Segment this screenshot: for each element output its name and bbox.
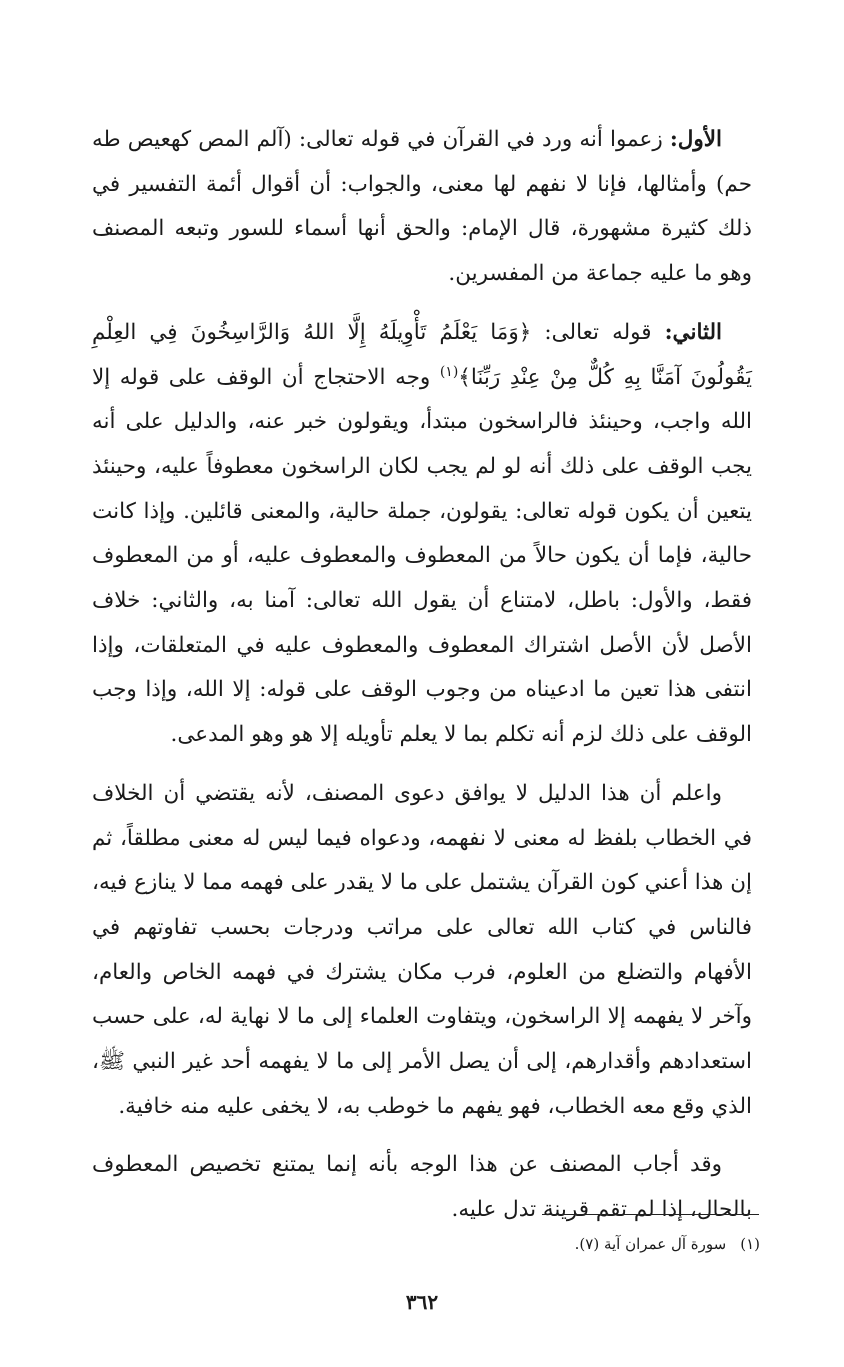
- footnote: [430, 1232, 760, 1256]
- paragraph-lead-first: الأول:: [669, 127, 722, 152]
- paragraph-text: قوله تعالى:: [531, 319, 665, 345]
- quran-quote: ﴿وَمَا يَعْلَمُ تَأْوِيلَهُ إِلَّا اللهُ وَالرَّاسِخُونَ فِي العِلْمِ يَقُولُونَ آمَنَّا بِهِ كُلٌّ مِنْ عِنْدِ رَبِّنَا﴾: [92, 319, 752, 390]
- footnote-divider: [542, 1214, 759, 1215]
- footnote-number: (١): [740, 1235, 760, 1253]
- paragraph-first-objection: [92, 118, 752, 297]
- paragraph-text: وجه الاحتجاج أن الوقف على قوله إلا الله واجب، وحينئذ فالراسخون مبتدأ، ويقولون خبر عنه، والدليل على أنه يجب الوقف على ذلك أنه لو لم يجب لكان الراسخون معطوفاً عليه، وحينئذ يتعين أن يكون قوله تعالى: يقولون، جملة حالية، والمعنى قائلين. وإذا كانت حالية، فإما أن يكون حالاً من المعطوف والمعطوف عليه، أو من المعطوف فقط، والأول: باطل، لامتناع أن يقول الله تعالى: آمنا به، والثاني: خلاف الأصل لأن الأصل اشتراك المعطوف والمعطوف عليه في المتعلقات، وإذا انتفى هذا تعين ما ادعيناه من وجوب الوقف على قوله: إلا الله، وإذا وجب الوقف على ذلك لزم أنه تكلم بما لا يعلم تأويله إلا هو وهو المدعى.: [92, 364, 752, 748]
- paragraph-text: واعلم أن هذا الدليل لا يوافق دعوى المصنف، لأنه يقتضي أن الخلاف في الخطاب بلفظ له معنى لا نفهمه، ودعواه فيما ليس له معنى مطلقاً، ثم إن هذا أعني كون القرآن يشتمل على ما لا يقدر على فهمه مما لا ينازع فيه، فالناس في كتاب الله تعالى على مراتب ودرجات بحسب تفاوتهم في الأفهام والتضلع من العلوم، فرب مكان يشترك في فهمه الخاص والعام، وآخر لا يفهمه إلا الراسخون، ويتفاوت العلماء إلى ما لا نهاية له، على حسب استعدادهم وأقدارهم، إلى أن يصل الأمر إلى ما لا يفهمه أحد غير النبي ﷺ، الذي وقع معه الخطاب، فهو يفهم ما خوطب به، لا يخفى عليه منه خافية.: [92, 780, 752, 1119]
- paragraph-text: زعموا أنه ورد في القرآن في قوله تعالى: (آلم المص كهعيص طه حم) وأمثالها، فإنا لا نفهم لها معنى، والجواب: أن أقوال أئمة التفسير في ذلك كثيرة مشهورة، قال الإمام: والحق أنها أسماء للسور وتبعه المصنف وهو ما عليه جماعة من المفسرين.: [92, 127, 752, 287]
- paragraph-second-objection: [92, 311, 752, 758]
- paragraph-lead-second: الثاني:: [664, 319, 723, 345]
- paragraph-author-reply: [92, 1143, 752, 1232]
- page-body: [92, 118, 752, 1247]
- page-number: ٣٦٢: [405, 1290, 439, 1314]
- footnote-reference[interactable]: (١): [439, 363, 459, 380]
- paragraph-know-that: [92, 772, 752, 1130]
- paragraph-text: وقد أجاب المصنف عن هذا الوجه بأنه إنما يمتنع تخصيص المعطوف بالحال، إذا لم تقم قرينة تدل عليه.: [92, 1152, 752, 1223]
- footnote-text: سورة آل عمران آية (٧).: [574, 1235, 727, 1253]
